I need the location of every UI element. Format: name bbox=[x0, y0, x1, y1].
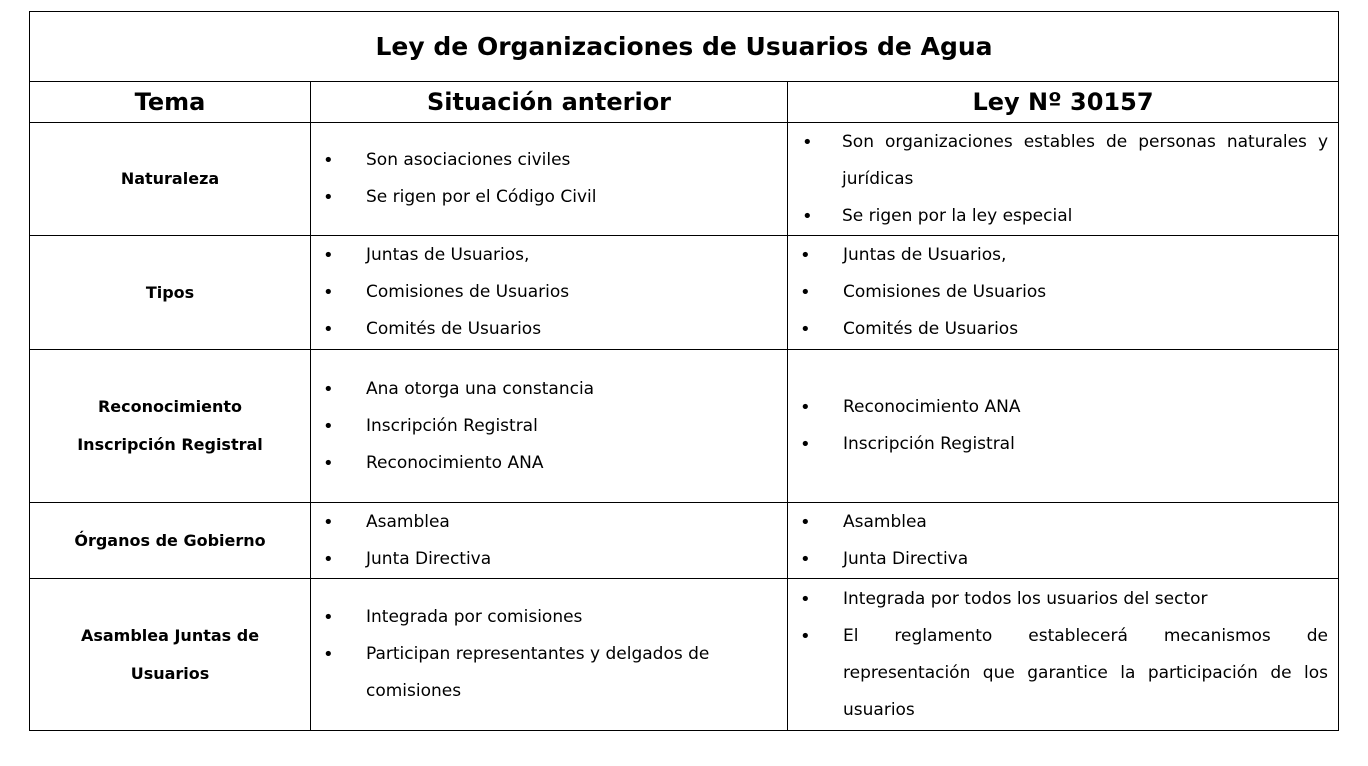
list-item: • Juntas de Usuarios, bbox=[788, 237, 1338, 274]
tema-label: Inscripción Registral bbox=[77, 435, 263, 454]
tema-label: Naturaleza bbox=[120, 169, 220, 188]
tema-cell bbox=[30, 503, 311, 579]
tema-label: Asamblea Juntas de bbox=[80, 625, 260, 645]
anterior-cell bbox=[311, 579, 788, 731]
list-item: • Reconocimiento ANA bbox=[788, 389, 1338, 426]
tema-cell bbox=[30, 236, 311, 350]
list-item: • Comités de Usuarios bbox=[788, 311, 1338, 348]
list-item: • Son organizaciones estables de personas naturales y jurídicas bbox=[788, 124, 1338, 198]
tema-label: Tipos bbox=[145, 282, 195, 302]
nueva-cell bbox=[788, 123, 1339, 236]
table-row bbox=[30, 123, 1339, 236]
list-item: • Junta Directiva bbox=[311, 541, 787, 578]
anterior-cell bbox=[311, 123, 788, 236]
list-item: • Asamblea bbox=[788, 504, 1338, 541]
anterior-cell bbox=[311, 236, 788, 350]
table-row bbox=[30, 236, 1339, 350]
anterior-cell bbox=[311, 503, 788, 579]
nueva-cell bbox=[788, 503, 1339, 579]
nueva-cell bbox=[788, 350, 1339, 503]
list-item: • Integrada por comisiones bbox=[311, 599, 787, 636]
list-item: • Inscripción Registral bbox=[311, 408, 787, 445]
list-item: • Se rigen por el Código Civil bbox=[311, 179, 787, 216]
nueva-cell bbox=[788, 579, 1339, 731]
list-item: • Juntas de Usuarios, bbox=[311, 237, 787, 274]
list-item: • Comités de Usuarios bbox=[311, 311, 787, 348]
list-item: • Junta Directiva bbox=[788, 541, 1338, 578]
anterior-cell bbox=[311, 350, 788, 503]
header-tema: Tema bbox=[30, 82, 311, 123]
list-item: • Ana otorga una constancia bbox=[311, 371, 787, 408]
table-row bbox=[30, 579, 1339, 731]
tema-cell bbox=[30, 123, 311, 236]
list-item: • Integrada por todos los usuarios del sector bbox=[788, 581, 1338, 618]
list-item: • Son asociaciones civiles bbox=[311, 142, 787, 179]
table-row bbox=[30, 503, 1339, 579]
table-row bbox=[30, 350, 1339, 503]
list-item: • Asamblea bbox=[311, 504, 787, 541]
list-item: • Comisiones de Usuarios bbox=[788, 274, 1338, 311]
table-title: Ley de Organizaciones de Usuarios de Agua bbox=[30, 12, 1339, 82]
header-ley-30157: Ley Nº 30157 bbox=[788, 82, 1339, 123]
tema-cell bbox=[30, 579, 311, 731]
list-item: • Se rigen por la ley especial bbox=[788, 198, 1338, 235]
tema-label: Usuarios bbox=[130, 663, 210, 683]
list-item: • El reglamento establecerá mecanismos de representación que garantice la participación de los usuarios bbox=[788, 618, 1338, 729]
tema-cell bbox=[30, 350, 311, 503]
list-item: • Reconocimiento ANA bbox=[311, 445, 787, 482]
list-item: • Comisiones de Usuarios bbox=[311, 274, 787, 311]
header-situacion-anterior: Situación anterior bbox=[311, 82, 788, 123]
list-item: • Participan representantes y delgados de comisiones bbox=[311, 636, 787, 710]
list-item: • Inscripción Registral bbox=[788, 426, 1338, 463]
tema-label: Reconocimiento bbox=[97, 397, 243, 416]
tema-label: Órganos de Gobierno bbox=[74, 530, 266, 550]
comparison-table bbox=[29, 11, 1339, 731]
nueva-cell bbox=[788, 236, 1339, 350]
